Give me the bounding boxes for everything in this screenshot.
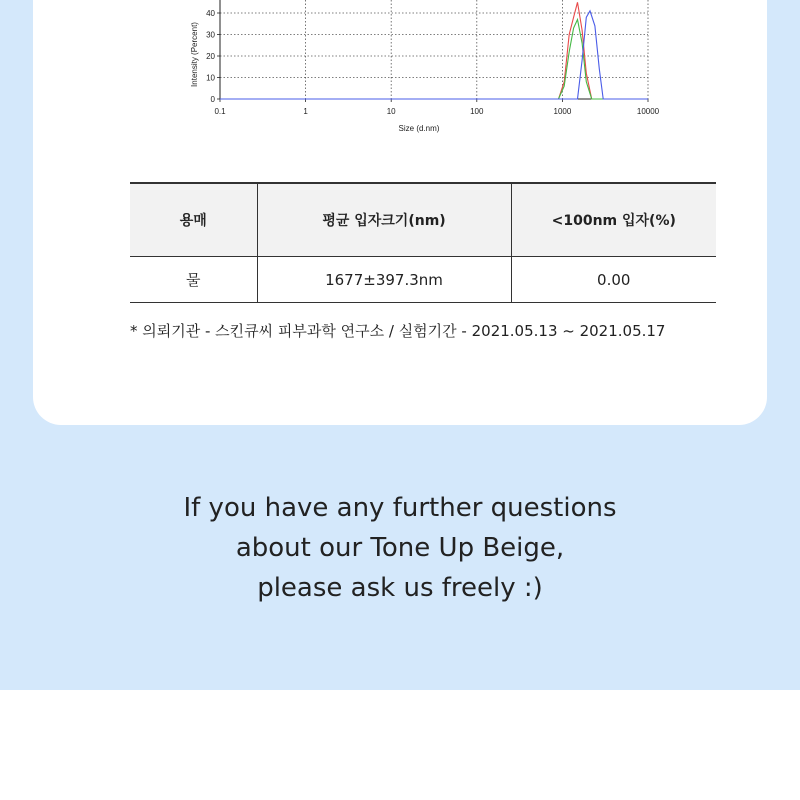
closing-line-3: please ask us freely :) — [257, 573, 543, 603]
footnote: * 의뢰기관 - 스킨큐씨 피부과학 연구소 / 실험기간 - 2021.05.13 ~ 2021.05.17 — [130, 322, 666, 340]
series-line-2 — [220, 20, 648, 100]
chart-svg — [0, 0, 800, 145]
y-tick-label: 10 — [206, 73, 215, 83]
x-tick-label: 1 — [303, 107, 308, 116]
closing-line-1: If you have any further questions — [183, 493, 617, 523]
results-table — [130, 182, 716, 303]
size-distribution-chart — [0, 0, 800, 145]
table-row — [130, 257, 716, 303]
cell-under-100nm: 0.00 — [511, 257, 716, 303]
y-axis-label: Intensity (Percent) — [190, 22, 199, 87]
header-avg-size: 평균 입자크기(nm) — [257, 183, 511, 257]
x-tick-label: 0.1 — [214, 107, 226, 116]
y-tick-label: 0 — [210, 95, 215, 104]
x-tick-label: 100 — [470, 107, 484, 116]
table-header-row — [130, 183, 716, 257]
x-tick-label: 10 — [386, 107, 396, 116]
closing-message — [100, 488, 700, 608]
y-tick-label: 30 — [206, 30, 215, 40]
header-under-100nm: <100nm 입자(%) — [511, 183, 716, 257]
x-tick-label: 1000 — [553, 107, 572, 116]
header-solvent: 용매 — [130, 183, 257, 257]
cell-solvent: 물 — [130, 257, 257, 303]
series-line-1 — [220, 2, 648, 99]
x-axis-label: Size (d.nm) — [398, 124, 440, 133]
cell-avg-size: 1677±397.3nm — [257, 257, 511, 303]
closing-line-2: about our Tone Up Beige, — [235, 533, 565, 563]
y-tick-label: 40 — [206, 9, 215, 18]
y-tick-label: 20 — [206, 52, 215, 61]
x-tick-label: 10000 — [636, 107, 660, 116]
